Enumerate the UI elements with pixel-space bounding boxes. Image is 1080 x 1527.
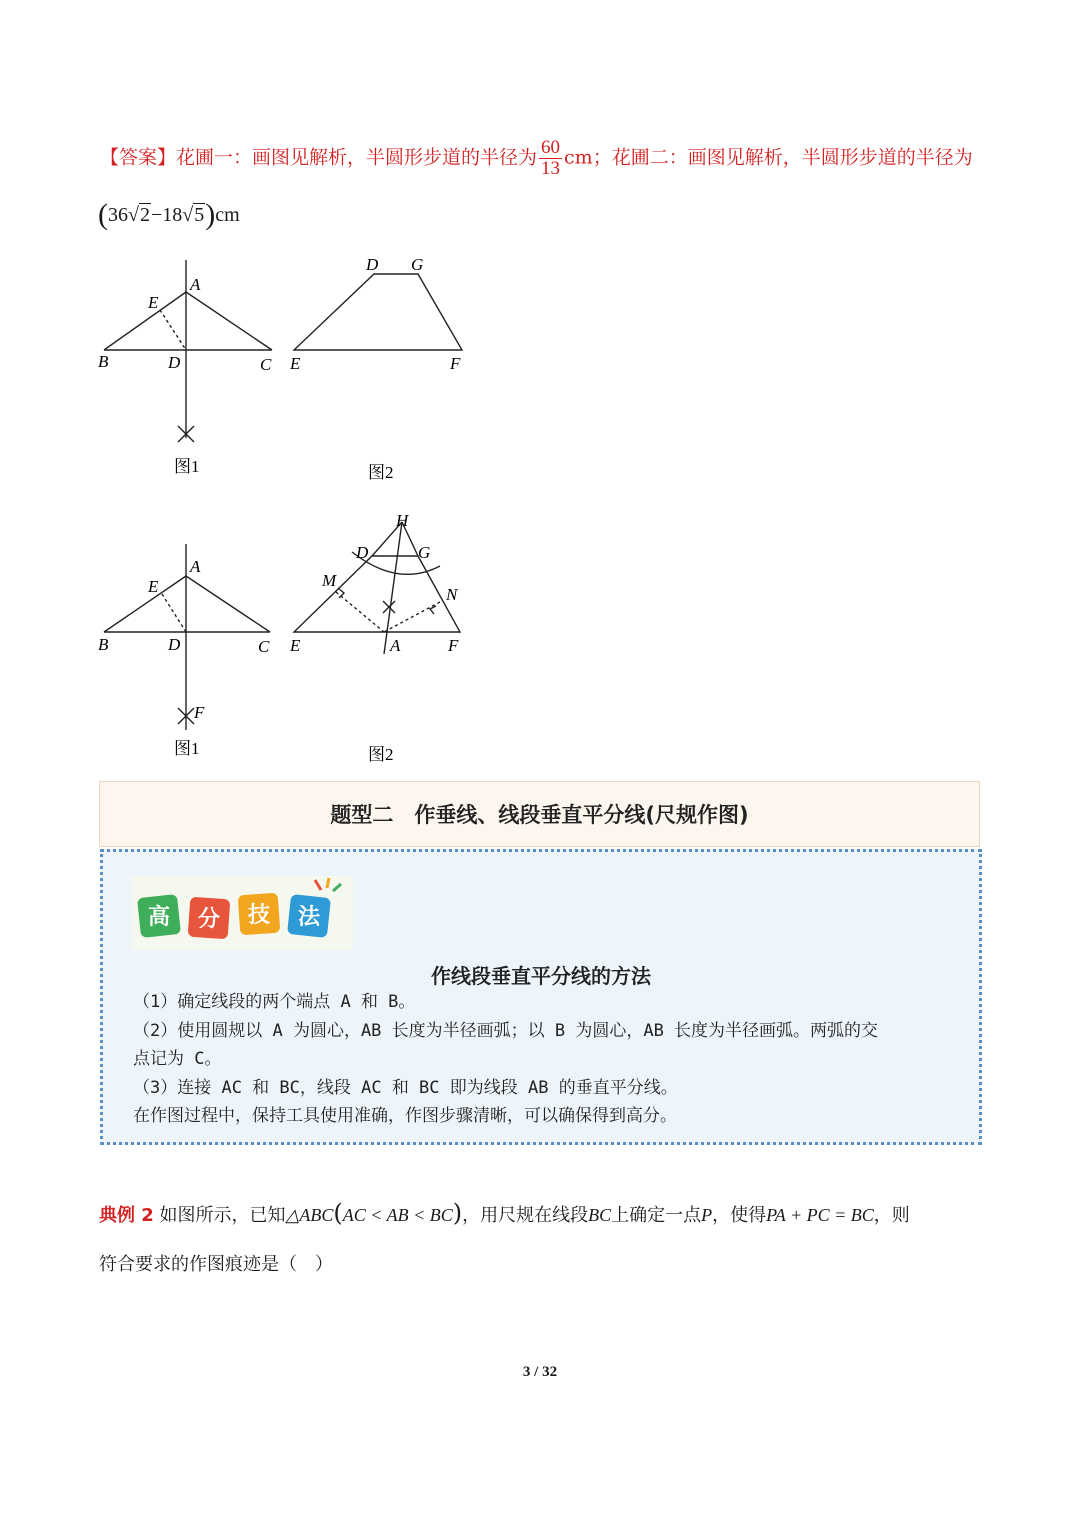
bottom-fig2-label-f: F [448, 636, 459, 655]
example-line-2: 符合要求的作图痕迹是（ ） [99, 1254, 333, 1275]
tips-line: 在作图过程中，保持工具使用准确，作图步骤清晰，可以确保得到高分。 [133, 1106, 677, 1126]
example-text-3: 上确定一点 [611, 1205, 702, 1226]
sqrt-2: √2 [128, 204, 150, 226]
bottom-fig2-label-m: M [322, 571, 337, 590]
top-fig1-triangle [104, 260, 272, 442]
fraction-numerator: 60 [541, 137, 561, 158]
top-fig1-label-a: A [190, 275, 201, 294]
right-paren: ) [205, 198, 216, 231]
sqrt-5: √5 [182, 204, 205, 226]
tips-line: （2）使用圆规以 A 为圆心，AB 长度为半径画弧；以 B 为圆心，AB 长度为半径画弧。两弧的交 [133, 1020, 879, 1041]
tips-line: 点记为 C。 [133, 1049, 222, 1069]
bottom-fig2-label-a: A [390, 636, 401, 655]
example-point: P [701, 1205, 713, 1225]
bottom-fig1-caption: 图1 [174, 739, 200, 758]
top-fig1-label-c: C [260, 355, 272, 374]
tips-body [133, 988, 963, 1131]
figures-bottom [0, 508, 520, 770]
bottom-fig1-label-d: D [168, 635, 181, 654]
tips-title: 作线段垂直平分线的方法 [431, 964, 651, 988]
top-fig1-label-d: D [168, 353, 181, 372]
fraction-denominator: 13 [541, 157, 561, 179]
top-fig1-caption: 图1 [174, 457, 200, 476]
bottom-fig2-label-d: D [356, 543, 369, 562]
bottom-fig1-label-c: C [258, 637, 270, 656]
example-text-2: ，用尺规在线段 [462, 1205, 589, 1226]
badge-tile-3 [238, 893, 281, 936]
bottom-fig1-label-a: A [190, 557, 201, 576]
expr-coef-a: 36 [108, 204, 128, 226]
answer-label: 【答案】 [100, 146, 177, 169]
answer-expression [98, 198, 240, 232]
example-text-1: 如图所示，已知 [159, 1205, 286, 1226]
example-problem [99, 1189, 989, 1289]
tips-line: （3）连接 AC 和 BC，线段 AC 和 BC 即为线段 AB 的垂直平分线。 [133, 1077, 678, 1098]
section-header [99, 781, 980, 847]
example-segment: BC [588, 1205, 612, 1225]
example-triangle: △ABC [285, 1205, 334, 1225]
page-number: 3 / 32 [522, 1364, 558, 1380]
bottom-fig1-triangle [104, 544, 270, 730]
expr-unit: cm [215, 204, 240, 226]
svg-text:分: 分 [197, 906, 221, 931]
svg-text:技: 技 [247, 902, 271, 927]
figures-top [0, 250, 520, 490]
bottom-fig2-caption: 图2 [368, 745, 394, 764]
bottom-fig2-label-e: E [290, 636, 301, 655]
tips-line: （1）确定线段的两个端点 A 和 B。 [133, 992, 416, 1012]
section-title: 题型二 作垂线、线段垂直平分线(尺规作图) [330, 803, 749, 827]
left-paren: ( [98, 198, 108, 231]
answer-unit1: cm； [564, 146, 612, 169]
bottom-fig1-label-e: E [148, 577, 159, 596]
example-condition: AC < AB < BC [342, 1205, 453, 1225]
example-text-5: ，则 [873, 1205, 910, 1226]
svg-text:法: 法 [297, 904, 321, 929]
svg-text:高: 高 [147, 904, 171, 929]
top-fig2-label-e: E [290, 354, 301, 373]
example-text-4: ，使得 [712, 1205, 767, 1226]
top-fig2-label-d: D [366, 255, 379, 274]
badge-tile-1 [137, 894, 181, 938]
tips-box [100, 849, 982, 1145]
example-label: 典例 2 [99, 1205, 154, 1226]
badge-tile-2 [188, 897, 231, 940]
badge-tile-4 [287, 894, 331, 938]
example-equation: PA + PC = BC [766, 1205, 874, 1225]
bottom-fig2-label-h: H [396, 511, 409, 530]
bottom-fig1-label-b: B [98, 635, 109, 654]
top-fig1-label-b: B [98, 352, 109, 371]
top-fig2-label-f: F [450, 354, 461, 373]
answer-line [100, 138, 973, 179]
answer-part2: 花圃二：画图见解析，半圆形步道的半径为 [611, 146, 973, 169]
bottom-fig1-label-f: F [194, 703, 205, 722]
expr-minus: −18 [150, 204, 183, 226]
top-fig2-label-g: G [411, 255, 424, 274]
tips-badge [131, 876, 353, 950]
top-fig1-label-e: E [148, 293, 159, 312]
answer-part1: 花圃一：画图见解析，半圆形步道的半径为 [176, 146, 538, 169]
top-fig2-trapezoid [294, 274, 462, 350]
top-fig2-caption: 图2 [368, 463, 394, 482]
bottom-fig2-label-g: G [418, 543, 431, 562]
example-line-1: 典例 2 如图所示，已知△ABC(AC < AB < BC)，用尺规在线段BC上确定一点P，使得PA + PC = BC，则 [99, 1199, 910, 1227]
bottom-fig2-trapezoid [294, 522, 460, 654]
bottom-fig2-label-n: N [446, 585, 458, 604]
answer-fraction [539, 138, 562, 179]
